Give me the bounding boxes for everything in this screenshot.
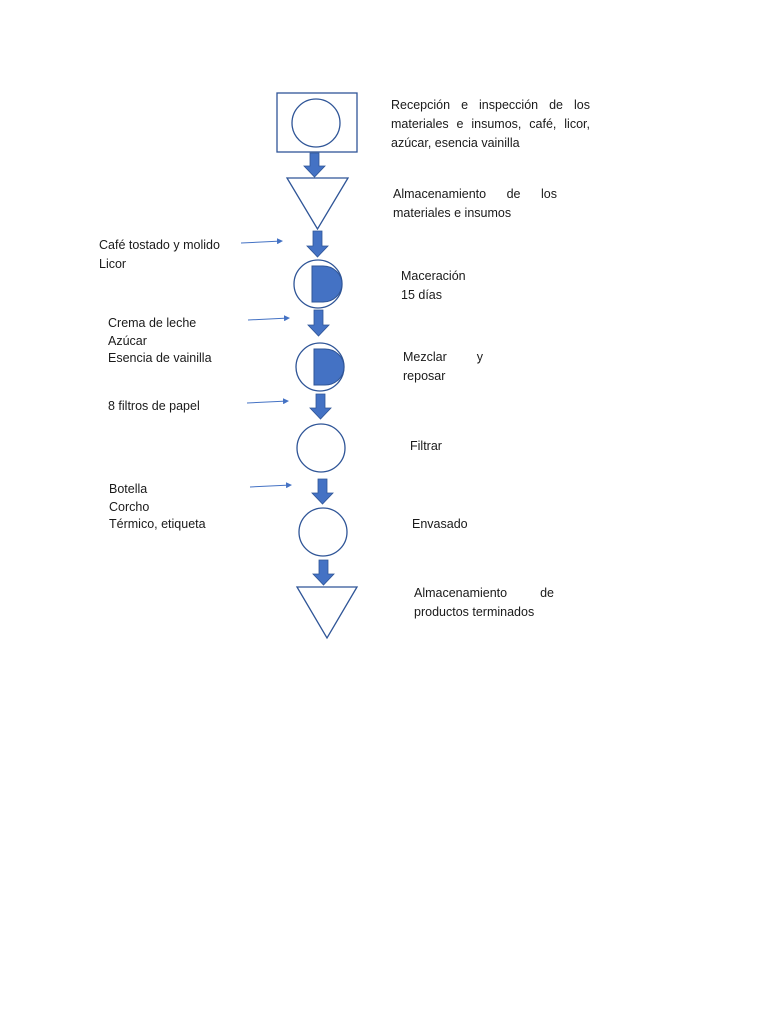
step-3-maceration-symbol (294, 260, 342, 308)
flow-arrow-1 (304, 153, 325, 177)
step-7-label-line-1: Almacenamiento de (414, 586, 554, 600)
step-4-label (403, 348, 483, 386)
step-6-label-line-1: Envasado (412, 517, 468, 531)
step-6-inputs (109, 481, 206, 534)
step-6-label (412, 515, 468, 534)
step-5-label-line-1: Filtrar (410, 439, 442, 453)
step-5-filter-symbol (297, 424, 345, 472)
step-5-inputs (108, 397, 200, 416)
step-6-bottling-symbol (299, 508, 347, 556)
flow-arrow-3 (308, 310, 329, 336)
input-arrow-step-3 (241, 241, 282, 243)
step-1-inspection-symbol (277, 93, 357, 152)
step-5-label (410, 437, 442, 456)
step-1-label-line-3: azúcar, esencia vainilla (391, 136, 520, 150)
input-item: Azúcar (108, 333, 147, 348)
step-4-mix-rest-symbol (296, 343, 344, 391)
step-2-label (393, 185, 557, 223)
flow-arrow-4 (310, 394, 331, 419)
flow-arrow-5 (312, 479, 333, 504)
step-3-inputs (99, 236, 220, 274)
step-1-label-line-1: Recepción e inspección de los (391, 98, 590, 112)
input-item: Licor (99, 257, 127, 271)
flow-arrow-6 (313, 560, 334, 585)
step-4-label-line-1: Mezclar y (403, 350, 483, 364)
step-2-storage-symbol (287, 178, 348, 229)
input-arrow-step-5 (247, 401, 288, 403)
input-arrow-step-6 (250, 485, 291, 487)
input-arrow-step-4 (248, 318, 289, 320)
step-3-label-line-2: 15 días (401, 288, 443, 302)
input-item: Corcho (109, 499, 150, 514)
step-7-label (414, 584, 554, 622)
step-2-label-line-2: materiales e insumos (393, 206, 512, 220)
input-item: Esencia de vainilla (108, 351, 212, 365)
input-item: 8 filtros de papel (108, 399, 200, 413)
step-4-label-line-2: reposar (403, 369, 446, 383)
step-2-label-line-1: Almacenamiento de los (393, 187, 557, 201)
step-7-storage-symbol (297, 587, 357, 638)
step-1-label (391, 96, 590, 153)
step-7-label-line-2: productos terminados (414, 605, 535, 619)
flow-arrow-2 (307, 231, 328, 257)
input-item: Botella (109, 482, 148, 496)
input-item: Térmico, etiqueta (109, 517, 206, 531)
step-3-label-line-1: Maceración (401, 269, 466, 283)
step-1-label-line-2: materiales e insumos, café, licor, (391, 117, 590, 131)
step-3-label (401, 267, 466, 305)
step-4-inputs (108, 315, 212, 368)
input-item: Crema de leche (108, 316, 197, 330)
input-item: Café tostado y molido (99, 238, 220, 252)
